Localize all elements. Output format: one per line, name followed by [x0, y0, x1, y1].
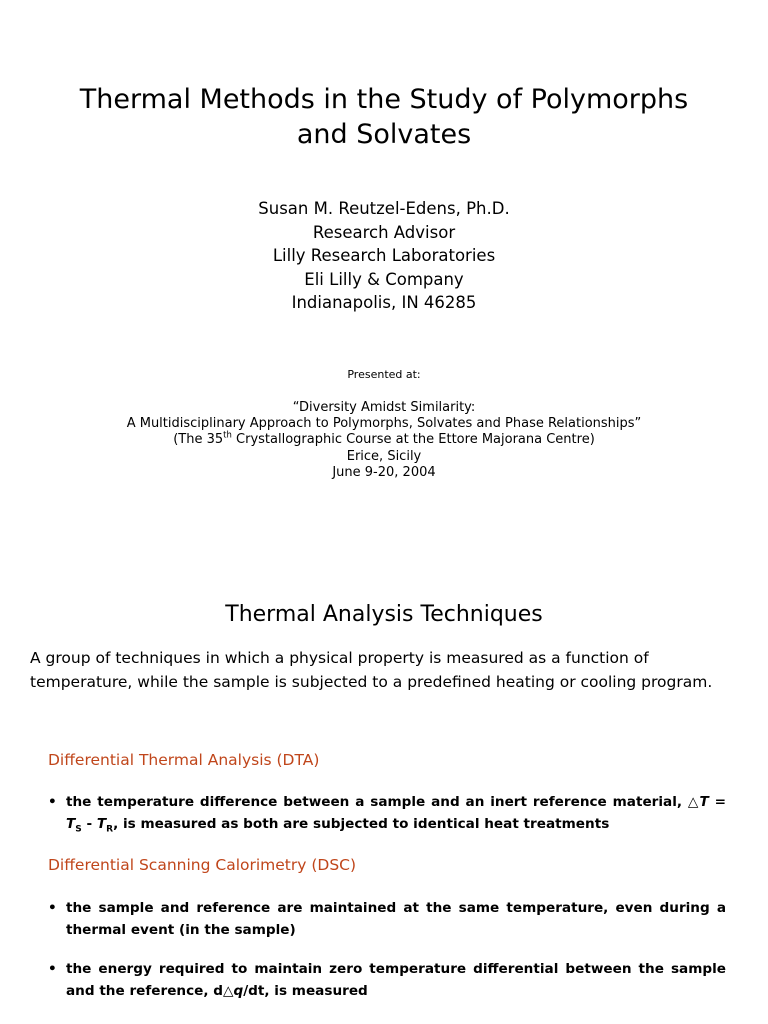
dsc-text-1: the energy required to maintain zero temperature differential between the sample and the reference, d	[66, 961, 726, 999]
author-block	[0, 197, 768, 315]
bullet-glyph: •	[48, 961, 57, 977]
author-name: Susan M. Reutzel-Edens, Ph.D.	[258, 199, 510, 218]
presented-at-label: Presented at:	[347, 368, 421, 381]
presentation-title	[0, 82, 768, 152]
dta-bullet-text	[66, 791, 726, 835]
equals-sign: =	[708, 794, 726, 810]
page-divider	[0, 540, 768, 564]
t-variable: T	[699, 794, 709, 810]
ts-variable: T	[66, 816, 76, 832]
tr-subscript: R	[106, 824, 114, 835]
delta-symbol: △	[223, 983, 234, 999]
dsc-bullet-2	[48, 958, 726, 1002]
dsc-bullet-1-text: the sample and reference are maintained at the same temperature, even during a thermal event (in the sample)	[66, 900, 726, 938]
title-line-1: Thermal Methods in the Study of Polymorphs	[79, 84, 689, 115]
event-line-3	[0, 432, 768, 448]
definition-paragraph: A group of techniques in which a physical property is measured as a function of temperature, while the sample is subjected to a predefined heating or cooling program.	[30, 649, 713, 691]
dta-text-2: , is measured as both are subjected to identical heat treatments	[113, 816, 610, 832]
title-line-2: and Solvates	[296, 119, 472, 150]
author-lab: Lilly Research Laboratories	[272, 246, 496, 265]
ts-subscript: S	[75, 824, 82, 835]
event-line-3-post: Crystallographic Course at the Ettore Majorana Centre)	[231, 432, 595, 448]
author-company: Eli Lilly & Company	[304, 269, 464, 289]
dsc-heading: Differential Scanning Calorimetry (DSC)	[48, 856, 357, 874]
event-details	[0, 400, 768, 481]
dta-bullet	[48, 791, 726, 835]
event-line-3-pre: (The 35	[173, 432, 224, 448]
q-variable: q	[233, 983, 244, 999]
dsc-bullet-2-text	[66, 958, 726, 1002]
event-line-2: A Multidisciplinary Approach to Polymorphs, Solvates and Phase Relationships”	[126, 416, 642, 432]
author-address: Indianapolis, IN 46285	[291, 293, 477, 312]
slide2-title: Thermal Analysis Techniques	[225, 602, 543, 627]
dta-text-1: the temperature difference between a sample and an inert reference material,	[66, 794, 688, 810]
event-line-3-sup: th	[223, 431, 232, 442]
tr-variable: T	[96, 816, 107, 832]
dsc-bullet-1	[48, 897, 726, 941]
event-line-1: “Diversity Amidst Similarity:	[292, 400, 476, 415]
bullet-glyph: •	[48, 794, 57, 810]
event-location: Erice, Sicily	[346, 448, 422, 464]
dsc-text-2: /dt, is measured	[243, 983, 368, 999]
bullet-glyph: •	[48, 900, 57, 916]
delta-symbol: △	[687, 794, 700, 810]
dta-heading: Differential Thermal Analysis (DTA)	[48, 751, 320, 769]
event-dates: June 9-20, 2004	[332, 464, 436, 480]
minus-sign: -	[81, 816, 97, 832]
author-role: Research Advisor	[312, 222, 456, 242]
